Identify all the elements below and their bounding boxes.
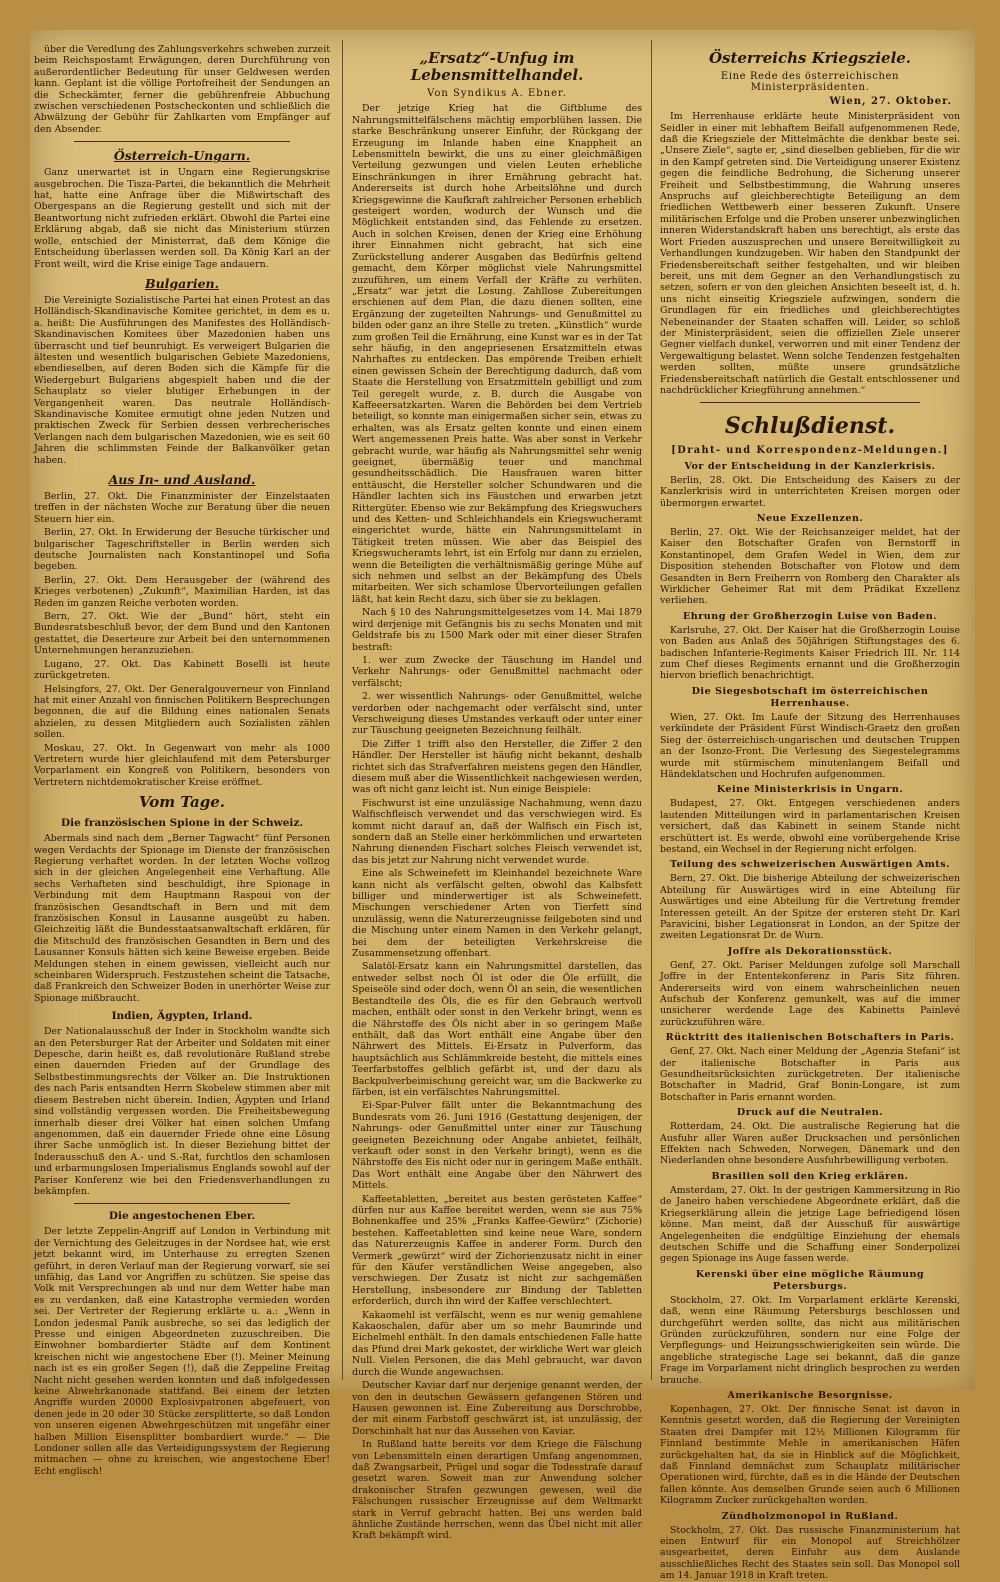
article-title-ersatz: „Ersatz“-Unfug im Lebensmittelhandel. [410,49,584,84]
news-item: Berlin, 27. Okt. Dem Herausgeber der (während des Krieges verbotenen) „Zukunft“, Maximilian Harden, ist das Reden im ganzen Reiche verboten worden. [34,574,330,609]
item-heading: Amerikanische Besorgnisse. [727,1389,893,1401]
article-paragraph: Kakaomehl ist verfälscht, wenn es nur wenig gemahlene Kakaoschalen, dafür aber um so mehr Baumrinde und Eichelmehl enthält. In den damals entschiedenen Falle hatte das Pfund drei Mark gekostet, der wirkliche Wert war gleich Null. Vielen Personen, die das Mehl gebraucht, war davon durch die Wunde angewachsen. [352,1309,642,1378]
item-text: Stockholm, 27. Okt. Das russische Finanzministerium hat einen Entwurf für ein Monopol auf Streichhölzer ausgearbeitet, deren Einfuhr aus dem Auslande ausschließliches Recht des Staates sein soll. Das Monopol soll am 14. Januar 1918 in Kraft treten. [660,1524,960,1582]
item-heading: Zündholzmonopol in Rußland. [721,1510,899,1522]
heading-spione: Die französischen Spione in der Schweiz. [60,817,303,830]
item-heading: Vor der Entscheidung in der Kanzlerkrisis. [684,460,936,472]
item-text: Genf, 27. Okt. Nach einer Meldung der „Agenzia Stefani“ ist der italienische Botschafter in Paris aus Gesundheitsrücksichten zurückgetreten. Der italienische Botschafter in Madrid, Graf Bonin-Longare, ist zum Botschafter in Paris ernannt worden. [660,1046,960,1103]
article-paragraph: Salatöl-Ersatz kann ein Nahrungsmittel darstellen, das entweder selbst noch Öl ist oder die Öle erfüllt, die Speiseöle sind oder doch, wenn Öl an sein, die wesentlichen Bestandteile des Öls, die es für den Gebrauch wertvoll machen, enthält oder sonst in den Verkehr bringt, wenn es die Nährstoffe des Öls nicht aber in so geringem Maße enthält, daß das Wort enthält eine Angabe über den Nährwert des Mittels. Ei-Ersatz in Pulverform, das hauptsächlich aus Schlämmkreide besteht, die mittels eines Teerfarbstoffes gelblich gefärbt ist, und der dazu als Backpulverbeimischung gereicht war, um die Backwerke zu färben, ist ein verfälschtes Nahrungsmittel. [352,961,642,1098]
section-divider [74,141,290,142]
article-paragraph: Ei-Spar-Pulver fällt unter die Bekanntmachung des Bundesrats vom 26. Juni 1916 (Gestattung desjenigen, der Nahrungs- oder Genußmittel unter einer zur Täuschung geeigneten Bezeichnung oder Angabe anbietet, feilhält, verkauft oder sonst in den Verkehr bringt), wenn es die Nährstoffe des Eis nicht oder nur in geringem Maße enthält. Das Wort enthält eine Angabe über den Nährwert des Mittels. [352,1100,642,1192]
item-heading: Die Siegesbotschaft im österreichischen Herrenhause. [691,685,929,709]
intro-paragraph: über die Veredlung des Zahlungsverkehrs schweben zurzeit beim Reichspostamt Erwägungen, deren Durchführung von außerordentlicher Bedeutung für unser Geldwesen werden kann. Geplant ist die völlige Portofreiheit der Sendungen an die Scheckämter, ferner die gebührenfreie Abbuchung zwischen verschiedenen Postscheckonten und schließlich die Abwälzung der Gebühr für Zahlkarten vom Empfänger auf den Absender. [34,44,330,135]
paragraph-oesterreich: Ganz unerwartet ist in Ungarn eine Regierungskrise ausgebrochen. Die Tisza-Partei, die bekanntlich die Mehrheit hat, hatte eine Anfrage über die Mißwirtschaft des Obergespans an die Regierung gestellt und sich mit der Beantwortung nicht zufrieden erklärt. Obwohl die Partei eine Erklärung abgab, daß sie nicht das Ministerium stürzen wolle, entschied der Ministerrat, daß dem Könige die Entscheidung überlassen werden soll. Da König Karl an der Front weilt, wird die Krise einige Tage andauern. [34,167,330,270]
item-text: Amsterdam, 27. Okt. In der gestrigen Kammersitzung in Rio de Janeiro haben verschiedene Abgeordnete erklärt, daß die Kriegserklärung allein die jetzige Lage befriedigend lösen könne. Man meint, daß der Ausschuß für auswärtige Angelegenheiten die endgültige Einziehung der ehemals deutschen Schiffe und die Schaffung einer Sonderpolizei gegen Spionage ins Auge fassen werde. [660,1184,960,1265]
column-rule [651,40,652,1380]
item-heading: Druck auf die Neutralen. [736,1107,884,1119]
heading-schlussdienst: Schlußdienst. [724,413,896,440]
column-rule [342,40,343,1380]
heading-oesterreich-ungarn: Österreich-Ungarn. [113,148,251,164]
article-paragraph: Im Herrenhause erklärte heute Ministerpräsident von Seidler in einer mit lebhaftem Beifall aufgenommenen Rede, daß die Kriegsziele der Mittelmächte die denkbar beste sei. „Unsere Ziele“, sagte er, „sind dieselben geblieben, für die wir in den Kampf getreten sind. Die Verteidigung unserer Existenz gegen die feindliche Bedrohung, die Sicherung unserer Freiheit und Selbstbestimmung, die Wahrung unseres Anspruchs auf gleichberechtigte Beteiligung an dem friedlichen Wettbewerb einer besseren Zukunft. Unsere militärischen Erfolge und die Proben unserer unbezwinglichen inneren Widerstandskraft haben uns berechtigt, als erste das Wort Frieden auszusprechen und unsere Bereitwilligkeit zu Verhandlungen kundzugeben. Wir haben den Standpunkt der Friedensbereitschaft seither festgehalten, und wir bleiben bereit, uns mit dem Gegner an den Verhandlungstisch zu setzen, sofern er von den gleichen Ansichten beseelt ist, d. h. uns nicht einseitig Kriegsziele aufzwingen, sondern die Grundlagen für ein friedliches und gleichberechtigtes Nebeneinander der Staaten schaffen will. Leider, so schloß der Ministerpräsident, seien die offiziellen Ziele unserer Gegner vielfach dunkel, verworren und mit einer Tendenz der Vergewaltigung belastet. Wenn solche Tendenzen festgehalten werden sollten, müßte unsere grundsätzliche Friedensbereitschaft natürlich die Gestalt entschlossener und nachdrücklicher Kriegführung annehmen.“ [660,111,960,396]
article-paragraph: Deutscher Kaviar darf nur derjenige genannt werden, der von den in deutschen Gewässern gefangenen Stören und Hausen gewonnen ist. Eine Zubereitung aus Dorschrobbe, der mit einem Farbstoff geschwärzt ist, ist unzulässig, der Dorschinhalt hat nur das Aussehen von Kaviar. [352,1380,642,1437]
section-divider [74,1203,290,1204]
article-paragraph: 1. wer zum Zwecke der Täuschung im Handel und Verkehr Nahrungs- oder Genußmittel nachmacht oder verfälscht; [352,654,642,689]
heading-eber: Die angestochenen Eber. [108,1210,256,1223]
item-heading: Keine Ministerkrisis in Ungarn. [716,784,904,796]
item-text: Budapest, 27. Okt. Entgegen verschiedenen anders lautenden Mitteilungen wird in parlamentarischen Kreisen versichert, daß das Kabinett in seinem Stande nicht erschüttert ist. Es werde, obwohl eine vorübergehende Krise bestand, ein Wechsel in der Regierung nicht erfolgen. [660,798,960,855]
item-text: Genf, 27. Okt. Pariser Meldungen zufolge soll Marschall Joffre in der Ententekonferenz in Paris Sitz führen. Andererseits wird von einem wahrscheinlichen neuen Aufschub der Konferenz gemunkelt, was auf die immer unsicherer werdende Lage des Kabinetts Painlevé zurückzuführen wäre. [660,959,960,1028]
column-left [34,44,330,1477]
news-item: Lugano, 27. Okt. Das Kabinett Boselli ist heute zurückgetreten. [34,658,330,682]
news-item: Berlin, 27. Okt. Die Finanzminister der Einzelstaaten treffen in der nächsten Woche zur Beratung über die neuen Steuern hier ein. [34,491,330,525]
article-paragraph: Die Ziffer 1 trifft also den Hersteller, die Ziffer 2 den Händler. Der Hersteller ist häufig nicht bekannt, deshalb richtet sich das Strafverfahren meistens gegen den Händler, diesem muß aber die Wissentlichkeit nachgewiesen werden, was oft nicht ganz leicht ist. Nun einige Beispiele: [352,738,642,796]
item-heading: Neue Exzellenzen. [756,513,864,524]
article-paragraph: Kaffeetabletten, „bereitet aus besten gerösteten Kaffee“ dürfen nur aus Kaffee bereitet werden, wenn sie aus 75% Bohnenkaffee und 25% „Franks Kaffee-Gewürz“ (Zichorie) bestehen. Kaffeetabletten sind keine neue Ware, sondern das Naturerzeugnis Kaffee in anderer Form. Durch den Vermerk „gewürzt“ wird der Zichorienzusatz nicht in einer für den Käufer verständlichen Weise angegeben, also verschwiegen. Der Zusatz ist nicht zur sachgemäßen Herstellung, insbesondere zur Bindung der Tabletten erforderlich, durch ihn wird der Kaffee verschlechtert. [352,1193,642,1308]
heading-vom-tage: Vom Tage. [138,793,226,812]
item-text: Wien, 27. Okt. Im Laufe der Sitzung des Herrenhauses verkündete der Präsident Fürst Windisch-Graetz den großen Sieg der österreichisch-ungarischen und deutschen Truppen an der Isonzo-Front. Die Verlesung des Siegestelegramms wurde mit stürmischem minutenlangem Beifall und Händeklatschen und Hochrufen aufgenommen. [660,711,960,780]
item-text: Berlin, 28. Okt. Die Entscheidung des Kaisers zu der Kanzlerkrisis wird in unterrichteten Kreisen morgen oder übermorgen erwartet. [660,474,960,509]
heading-draht-meldungen: [Draht- und Korrespondenz-Meldungen.] [671,445,949,457]
item-text: Berlin, 27. Okt. Wie der Reichsanzeiger meldet, hat der Kaiser den Botschafter Grafen von Bernstorff in Konstantinopel, dem Grafen Wedel in Wien, dem zur Disposition stehenden Botschafter von Flotow und dem Gesandten in Bern Freiherrn von Romberg den Charakter als Wirklicher Geheimer Rat mit dem Prädikat Exzellenz verliehen. [660,527,960,607]
item-text: Karlsruhe, 27. Okt. Der Kaiser hat die Großherzogin Louise von Baden aus Anlaß des 50jährigen Stiftungstages des 6. badischen Infanterie-Regiments Kaiser Friedrich III. Nr. 114 zum Chef dieses Regiments ernannt und die Großherzogin hiervon brieflich benachrichtigt. [660,624,960,682]
news-item: Moskau, 27. Okt. In Gegenwart von mehr als 1000 Vertretern wurde hier gleichlaufend mit dem Petersburger Vorparlament ein Kongreß von Politikern, besonders von Vertretern nichtdemokratischer Kreise eröffnet. [34,742,330,788]
news-item: Bern, 27. Okt. Wie der „Bund“ hört, steht ein Bundesratsbeschluß bevor, der dem Bund und den Kantonen gestattet, die Deserteure zur Arbeit bei den unternommenen Unternehmungen heranzuziehen. [34,611,330,657]
article-dateline: Wien, 27. Oktober. [829,95,952,107]
item-text: Bern, 27. Okt. Die bisherige Abteilung der schweizerischen Abteilung für Auswärtiges wird in eine Abteilung für Auswärtiges und eine Abteilung für die Vertretung fremder Interessen geteilt. An der Spitze der ersteren steht Dr. Karl Paravicini, bisher Legationsrat in London, an der Spitze der zweiten Legationsrat Dr. de Wurn. [660,873,960,942]
article-paragraph: Eine als Schweinefett im Kleinhandel bezeichnete Ware kann nicht als verfälscht gelten, obwohl das Kalbsfett billiger und minderwertiger ist als Schweinefett. Mischungen verschiedener Arten von Tierfett sind unzulässig, wenn die Naturerzeugnisse feilgeboten sind und die Mischung unter einem Namen in den Verkehr gelangt, bei dem der beteiligten Verkehrskreise die Zusammensetzung offenbart. [352,868,642,960]
paragraph-eber: Der letzte Zeppelin-Angriff auf London in Verbindung mit der Vernichtung des Geleitzuges in der Nordsee hat, wie erst jetzt bekannt wird, im Unterhause zu erregten Szenen geführt, in deren Verlauf man der Regierung vorwarf, sie sei unfähig, das Land vor Angriffen zu schützen. Sie speise das Volk mit Versprechungen ab und nur dem Wetter habe man es zu verdanken, daß eine Katastrophe vermieden worden sei. Der Vertreter der Regierung erklärte u. a.: „Wenn in London jedesmal Panik ausbreche, so sei das lediglich der Presse und einigen Abgeordneten zuzuschreiben. Die Einwohner bombardierter Städte auf dem Kontinent kreischen nicht wie angestochene Eber (!). Meiner Meinung nach ist es ein großer Segen (!), daß die Zeppeline Freitag Nacht nicht gesehen werden konnten und daß infolgedessen keine Abwehrkanonade stattfand. Bei einem der letzten Angriffe wurden 20000 Explosivpatronen abgefeuert, von denen jede in 20 oder 30 Stücke zersplitterte, so daß London von unseren eigenen Abwehrgeschützen mit ungefähr einer halben Million Eisensplitter bombardiert wurde.“ — Die Londoner sollen alle das Verteidigungssystem der Regierung mitmachen — ohne zu kreischen, wie angestochene Eber! Echt englisch! [34,1226,330,1477]
column-right [660,44,960,1582]
column-middle [352,44,642,1542]
news-item: Helsingfors, 27. Okt. Der Generalgouverneur von Finnland hat mit einer Anzahl von finnischen Politikern Besprechungen begonnen, die auf die Bildung eines nationalen Senats abzielen, zu dessen Mitgliedern auch Sozialisten zählen sollen. [34,683,330,741]
item-heading: Ehrung der Großherzogin Luise von Baden. [682,610,938,622]
item-heading: Rücktritt des italienischen Botschafters in Paris. [665,1032,955,1044]
item-text: Stockholm, 27. Okt. Im Vorparlament erklärte Kerenski, daß, wenn eine Räumung Petersburgs beschlossen und durchgeführt werden sollte, das nicht aus militärischen Gründen zurückzuführen, sondern nur eine Folge der Verpflegungs- und Heizungsschwierigkeiten sein würde. Die angebliche strategische Lage sei bekannt, daß die ganze Frage im Vorparlament nicht dringlich besprochen zu werden brauche. [660,1294,960,1386]
article-subtitle: Eine Rede des österreichischen Ministerpräsidenten. [720,71,900,94]
article-paragraph: In Rußland hatte bereits vor dem Kriege die Fälschung von Lebensmitteln einen derartigen Umfang angenommen, daß Zwangsarbeit, Prügel und sogar die Todesstrafe darauf gesetzt waren. Soweit man zur Anwendung solcher drakonischer Strafen gezwungen gewesen, weil die Fälschungen russischer Erzeugnisse auf dem Weltmarkt stark in Verruf gebracht hatten. Bei uns werden bald ähnliche Zustände herrschen, wenn das Übel nicht mit aller Kraft bekämpft wird. [352,1439,642,1542]
article-paragraph: Nach § 10 des Nahrungsmittelgesetzes vom 14. Mai 1879 wird derjenige mit Gefängnis bis zu sechs Monaten und mit Geldstrafe bis zu 1500 Mark oder mit einer dieser Strafen bestraft: [352,607,642,653]
section-divider [700,402,920,403]
paragraph-spione: Abermals sind nach dem „Berner Tagwacht“ fünf Personen wegen Verdachts der Spionage im Dienste der französischen Regierung verhaftet worden. In der letzten Woche vollzog sich in der gleichen Angelegenheit eine Verhaftung. Alle sechs Verhafteten sind beschuldigt, ihre Spionage in Verbindung mit dem Hauptmann Raspoui von der französischen Gesandtschaft in Bern und mit dem französischen Konsul in Lausanne ausgeübt zu haben. Gleichzeitig läßt die Bundesstaatsanwaltschaft erklären, für die Mitschuld des französischen Gesandten in Bern und des Lausanner Konsuls hätten sich keine Beweise ergeben. Beide Meldungen stehen in einem gewissen, vielleicht auch nur scheinbaren Widerspruch. Festzustehen scheint die Tatsache, daß Frankreich den Schweizer Boden in unerhörter Weise zur Spionage mißbraucht. [34,833,330,1004]
article-paragraph: Der jetzige Krieg hat die Giftblume des Nahrungsmittelfälschens mächtig emporblühen lassen. Die starke Beschränkung unserer Einfuhr, der Rückgang der Erzeugung im Inlande haben eine Knappheit an Lebensmitteln bewirkt, die uns zu einer gleichmäßigen Verteilung gezwungen und vielen Leuten erhebliche Einschränkungen in ihrer Ernährung gebracht hat. Andererseits ist durch hohe Arbeitslöhne und durch Kriegsgewinne die Kaufkraft zahlreicher Personen erheblich gesteigert worden, wodurch der Wunsch und die Möglichkeit entstanden sind, das Fehlende zu ersetzen. Auch in solchen Kreisen, denen der Krieg eine Erhöhung ihrer Einnahmen nicht gebracht, hat sich eine Zurückstellung anderer Ausgaben das Bedürfnis geltend gemacht, dem Körper möglichst viele Nahrungsmittel zuzuführen, um einem Verfall der Kräfte zu verhüten. „Ersatz“ war jetzt die Losung. Zahllose Zubereitungen erschienen auf dem Plan, die dazu dienen sollten, eine Ergänzung der zugeteilten Nahrungs- und Genußmittel zu bilden oder ganz an ihre Stelle zu treten. „Künstlich“ wurde zum großen Teil die Ernährung, eine Kunst war es in der Tat sehr häufig, in den angepriesenen Ersatzmitteln etwas Nahrhaftes zu entdecken. Das empörende Treiben erhielt einen gewissen Schein der Berechtigung dadurch, daß vom Staate die Herstellung von Ersatzmitteln gebilligt und zum Teil geregelt wurde, z. B. durch die Ausgabe von Kaffeeersatzkarten. Waren die Behörden bei dem Vertrieb beteiligt, so konnte man einigermaßen sicher sein, etwas zu erhalten, was als Ersatz gelten konnte und einen einem Wert angemessenen Preis hatte. Was aber sonst in Verkehr gebracht wurde, war häufig als Nahrungsmittel sehr wenig geeignet, übermäßig teuer und manchmal gesundheitsschädlich. Die Hausfrauen waren bitter enttäuscht, die Hersteller solcher Schundwaren und die Händler lachten sich ins Fäustchen und erwarben jetzt Rittergüter. Ebenso wie zur Bekämpfung des Kriegswuchers und des Ketten- und Schleichhandels ein Kriegswucheramt eingerichtet wurde, hätte ein Nahrungsmittelamt in Tätigkeit treten müssen. Wie aber das Beispiel des Kriegswucheramts lehrt, ist ein Erfolg nur dann zu erzielen, wenn die Beteiligten die verhältnismäßig geringe Mühe auf sich nehmen und selbst an der Bekämpfung des Übels mitarbeiten. Wer sich schamlose Übervorteilungen gefallen läßt, hat kein Recht dazu, sich über sie zu beklagen. [352,103,642,605]
paragraph-indien: Der Nationalausschuß der Inder in Stockholm wandte sich an den Petersburger Rat der Arbeiter und Soldaten mit einer Depesche, darin heißt es, daß revolutionäre Rußland strebe einen dauernden Frieden auf der Grundlage des Selbstbestimmungsrechts der Völker an. Die Instruktionen des nach Paris entsandten Herrn Skobelew stimmen aber mit diesem Bestreben nicht überein. Indien, Ägypten und Irland sind vollständig vergessen worden. Die Freiheitsbewegung innerhalb dieser drei Völker hat einen solchen Umfang angenommen, daß ein dauernder Friede ohne eine Lösung ihrer Sache unmöglich ist. In dieser Beziehung bittet der Inderausschuß den A.- und S.-Rat, furchtlos den schamlosen und erbarmungslosen Imperialismus Englands sowohl auf der Pariser Konferenz wie bei den Friedensverhandlungen zu bekämpfen. [34,1026,330,1197]
article-paragraph: 2. wer wissentlich Nahrungs- oder Genußmittel, welche verdorben oder nachgemacht oder verfälscht sind, unter Verschweigung dieses Umstandes verkauft oder unter einer zur Täuschung geeigneten Bezeichnung feilhält. [352,691,642,737]
item-heading: Teilung des schweizerischen Auswärtigen Amts. [670,859,950,871]
item-text: Kopenhagen, 27. Okt. Der finnische Senat ist davon in Kenntnis gesetzt worden, daß die Regierung der Vereinigten Staaten drei Dampfer mit 12½ Millionen Kilogramm für Finnland bestimmte Mehle in amerikanischen Häfen zurückgehalten hat, da sie in Hinblick auf die Möglichkeit, daß Finnland demnächst zum Schauplatz militärischer Operationen wird, fürchte, daß es in die Hände der Deutschen fallen könnte. Aus demselben Grunde seien auch 6 Millionen Kilogramm Zucker zurückgehalten worden. [660,1403,960,1507]
item-heading: Joffre als Dekorationsstück. [727,945,893,957]
heading-indien: Indien, Ägypten, Irland. [111,1010,253,1023]
item-text: Rotterdam, 24. Okt. Die australische Regierung hat die Ausfuhr aller Waren außer Drucksachen und persönlichen Effekten nach Schweden, Norwegen, Dänemark und den Niederlanden ohne besondere Ausfuhrbewilligung verboten. [660,1121,960,1167]
item-heading: Kerenski über eine mögliche Räumung Petersburgs. [695,1268,925,1292]
newspaper-page [30,30,975,1582]
article-paragraph: Fischwurst ist eine unzulässige Nachahmung, wenn dazu Walfischfleisch verwendet und das verschwiegen wird. Es kommt nicht darauf an, daß der Walfisch ein Fisch ist, sondern daß an Stelle einer herkömmlichen und erwarteten Nahrung dienenden Fischart solches Fleisch verwendet ist, das bis jetzt zur Nahrung nicht verwendet wurde. [352,797,642,866]
item-heading: Brasilien soll den Krieg erklären. [711,1170,909,1182]
heading-aus-in-und-ausland: Aus In- und Ausland. [108,472,256,487]
paragraph-bulgarien: Die Vereinigte Sozialistische Partei hat einen Protest an das Holländisch-Skandinavische Komitee gerichtet, in dem es u. a. heißt: Die Ausführungen des Manifestes des Holländisch-Skandinavischen Komitees über Mazedonien haben uns überrascht und tief beunruhigt. Es verweigert Bulgarien die ältesten und wesentlich bulgarischen Gebiete Mazedoniens, ebendieselben, auf deren Boden sich die Kämpfe für die Wiedergeburt Bulgariens abgespielt haben und die der Schauplatz so vieler blutiger Erhebungen in der Vergangenheit waren. Das neutrale Holländisch-Skandinavische Komitee ermutigt ohne jeden Nutzen und praktischen Zweck für Serbien dessen verbrecherisches Verlangen nach dem bulgarischen Mazedonien, wie es seit 60 Jahren die schlimmsten Feinde der Balkanvölker getan haben. [34,294,330,466]
news-item: Berlin, 27. Okt. In Erwiderung der Besuche türkischer und bulgarischer Tageschriftsteller in Berlin werden sich deutsche Journalisten nach Konstantinopel und Sofia begeben. [34,527,330,573]
article-byline: Von Syndikus A. Ebner. [427,88,567,99]
heading-bulgarien: Bulgarien. [145,275,219,291]
article-title-kriegsziele: Österreichs Kriegsziele. [708,49,912,67]
